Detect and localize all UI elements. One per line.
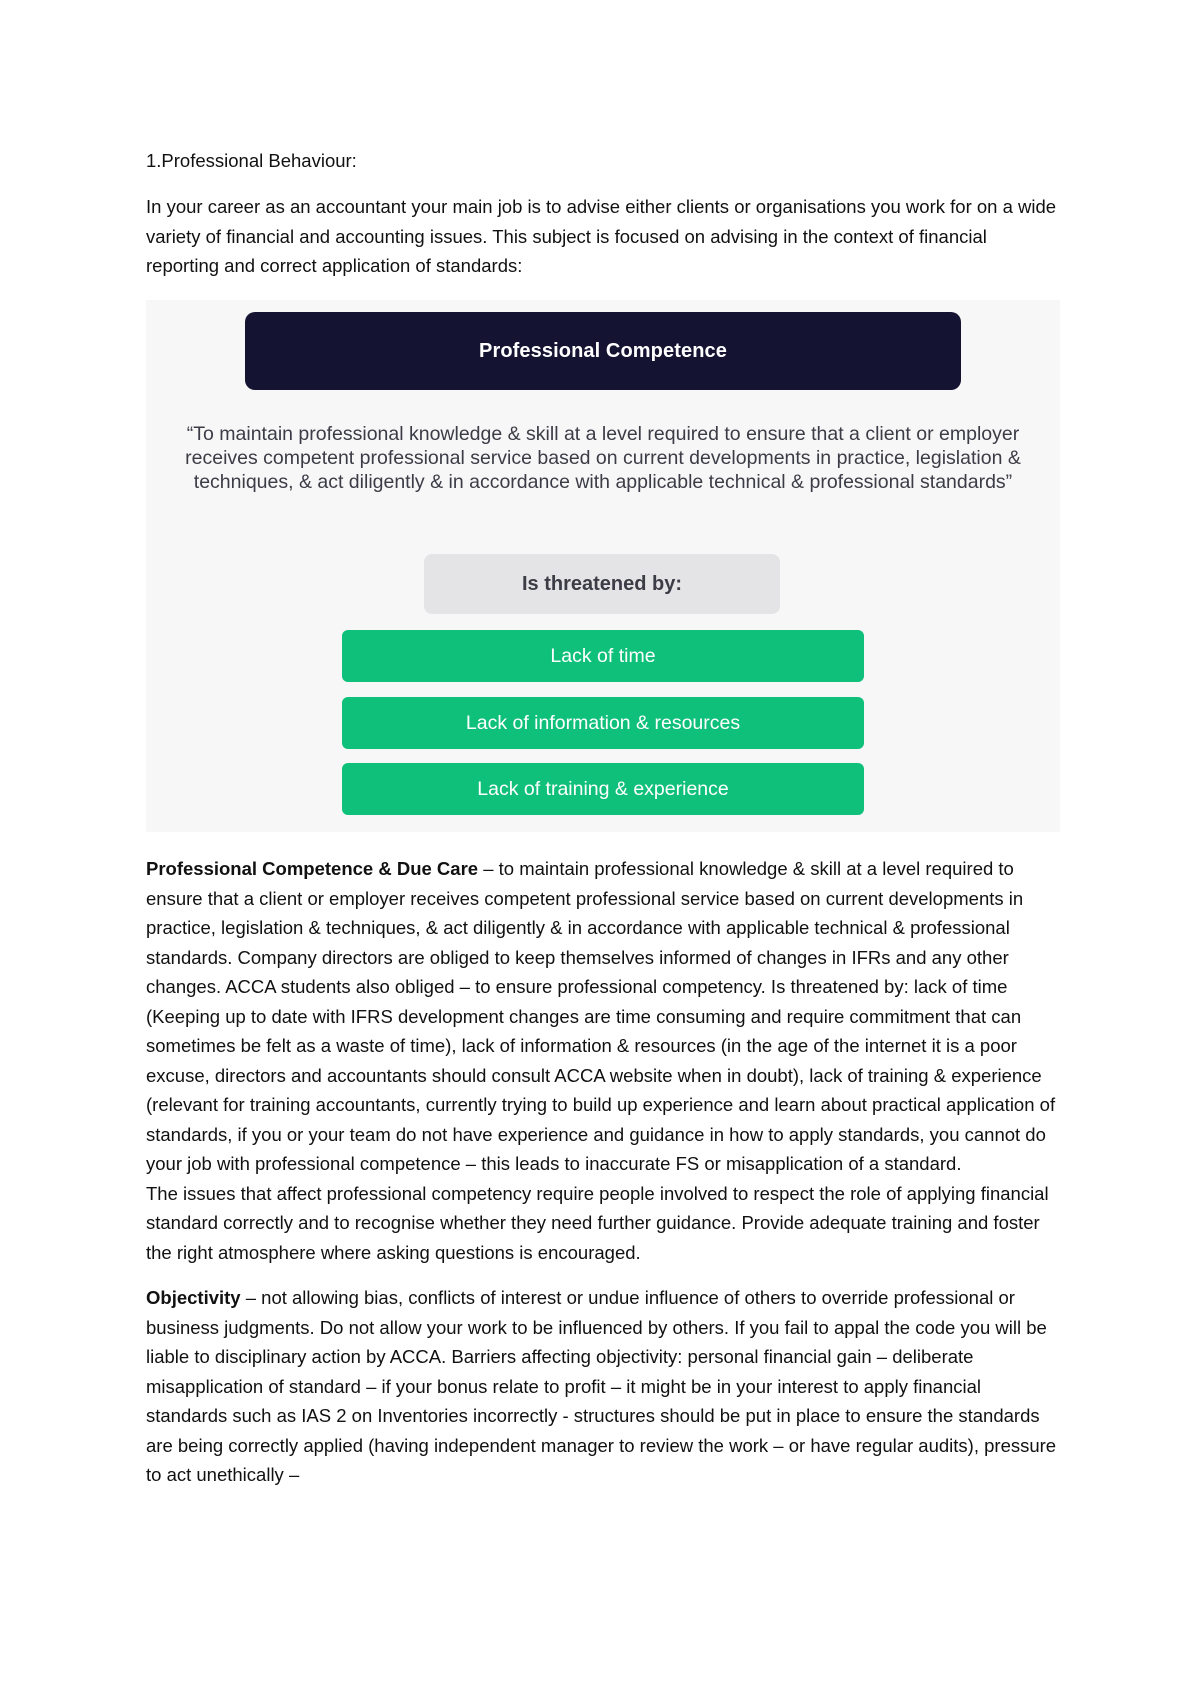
intro-paragraph: In your career as an accountant your main job is to advise either clients or organisations you work for on a wide variety of financial and accounting issues. This subject is focused on advising in the context of financial reporting and correct application of standards: xyxy=(146,196,1057,276)
paragraph-gap xyxy=(146,1267,1060,1283)
section-heading: 1.Professional Behaviour: xyxy=(146,150,357,171)
competence-term: Professional Competence & Due Care xyxy=(146,858,479,879)
competence-paragraph xyxy=(146,854,1060,1179)
threatened-by-label: Is threatened by: xyxy=(424,554,780,614)
threat-lack-of-information: Lack of information & resources xyxy=(342,697,864,749)
competence-follow-up: The issues that affect professional competency require people involved to respect the role of applying financial standard correctly and to recognise whether they need further guidance. Provide adequate training and foster the right atmosphere where asking questions is encouraged. xyxy=(146,1182,1049,1263)
body-text xyxy=(146,854,1060,1490)
threat-lack-of-time: Lack of time xyxy=(342,630,864,682)
threat-lack-of-training: Lack of training & experience xyxy=(342,763,864,815)
document-page xyxy=(146,146,1060,281)
objectivity-term: Objectivity xyxy=(146,1287,241,1308)
figure-quote: “To maintain professional knowledge & skill at a level required to ensure that a client or employer receives competent professional service based on current developments in practice, legislation & techniques, & act diligently & in accordance with applicable technical & professional standards” xyxy=(185,423,1021,493)
competence-text: – to maintain professional knowledge & skill at a level required to ensure that a client or employer receives competent professional service based on current developments in practice, legislation & techniques, & act diligently & in accordance with applicable technical & professional standards. Company directors are obliged to keep themselves informed of changes in IFRs and any other changes. ACCA students also obliged – to ensure professional competency. Is threatened by: lack of time (Keeping up to date with IFRS development changes are time consuming and require commitment that can sometimes be felt as a waste of time), lack of information & resources (in the age of the internet it is a poor excuse, directors and accountants should consult ACCA website when in doubt), lack of training & experience (relevant for training accountants, currently trying to build up experience and learn about practical application of standards, if you or your team do not have experience and guidance in how to apply standards, you cannot do your job with professional competence – this leads to inaccurate FS or misapplication of a standard. xyxy=(146,858,1056,1174)
objectivity-text: – not allowing bias, conflicts of interest or undue influence of others to override professional or business judgments. Do not allow your work to be influenced by others. If you fail to appal the code you will be liable to disciplinary action by ACCA. Barriers affecting objectivity: personal financial gain – deliberate misapplication of standard – if your bonus relate to profit – it might be in your interest to apply financial standards such as IAS 2 on Inventories incorrectly - structures should be put in place to ensure the standards are being correctly applied (having independent manager to review the work – or have regular audits), pressure to act unethically – xyxy=(146,1287,1057,1485)
objectivity-paragraph xyxy=(146,1283,1060,1490)
professional-competence-figure xyxy=(146,300,1060,832)
figure-title: Professional Competence xyxy=(245,312,961,390)
